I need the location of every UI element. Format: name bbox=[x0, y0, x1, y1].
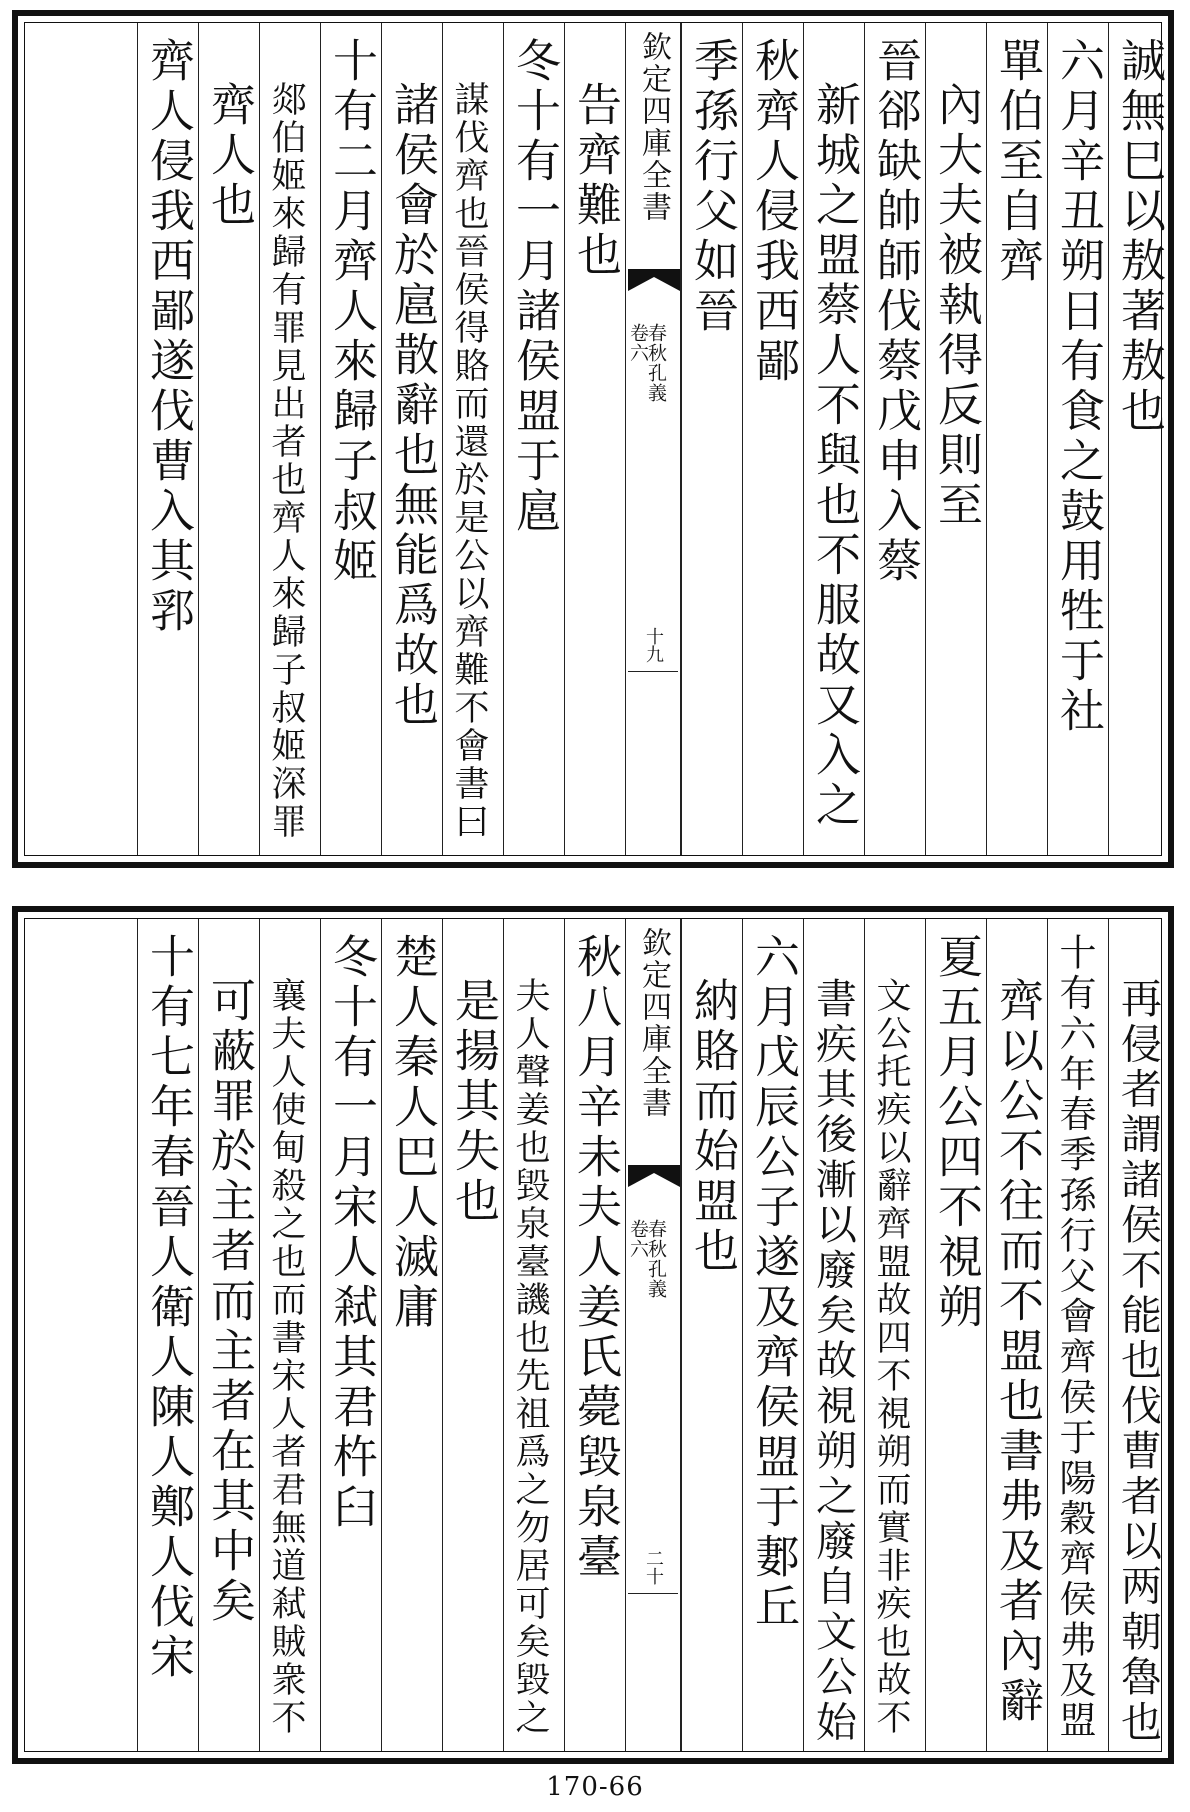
column-text: 再侵者謂諸侯不能也伐曹者以两朝魯也 bbox=[1114, 977, 1162, 1746]
text-column bbox=[1108, 919, 1169, 1751]
fish-tail-icon bbox=[628, 1165, 680, 1191]
column-text: 齊以公不往而不盟也書弗及者內辭 bbox=[991, 977, 1044, 1727]
text-column bbox=[803, 23, 864, 855]
column-text: 冬十有一月諸侯盟于扈 bbox=[508, 37, 561, 537]
column-text: 齊人也 bbox=[203, 81, 256, 231]
text-column bbox=[681, 23, 742, 855]
text-column bbox=[259, 919, 320, 1751]
column-text: 謀伐齊也晉侯得賂而還於是公以齊難不會書曰 bbox=[449, 81, 489, 841]
column-text: 內大夫被執得反則至 bbox=[930, 81, 983, 531]
column-text: 單伯至自齊 bbox=[991, 37, 1044, 287]
center-column bbox=[625, 919, 681, 1751]
text-column bbox=[864, 919, 925, 1751]
column-text: 諸侯會於扈散辭也無能爲故也 bbox=[386, 81, 439, 731]
text-column bbox=[986, 23, 1047, 855]
column-text: 六月辛丑朔日有食之鼓用牲于社 bbox=[1052, 37, 1105, 737]
text-column bbox=[198, 23, 259, 855]
column-text: 告齊難也 bbox=[569, 81, 622, 281]
page-number: 二十 bbox=[643, 1549, 664, 1585]
book-title: 春秋孔義 bbox=[645, 323, 667, 403]
column-text: 冬十有一月宋人弒其君杵臼 bbox=[325, 933, 378, 1533]
text-column bbox=[442, 919, 503, 1751]
text-column bbox=[1047, 919, 1108, 1751]
text-column bbox=[503, 919, 564, 1751]
column-text: 十有六年春季孫行父會齊侯于陽穀齊侯弗及盟 bbox=[1053, 933, 1096, 1741]
text-column bbox=[986, 919, 1047, 1751]
bottom-page bbox=[12, 906, 1174, 1764]
text-column bbox=[925, 23, 986, 855]
text-column bbox=[198, 919, 259, 1751]
header-title: 欽定四庫全書 bbox=[636, 927, 671, 1119]
text-column bbox=[137, 919, 198, 1751]
column-text: 十有七年春晉人衛人陳人鄭人伐宋 bbox=[142, 933, 195, 1683]
text-column bbox=[681, 919, 742, 1751]
text-column bbox=[259, 23, 320, 855]
column-text: 十有二月齊人來歸子叔姬 bbox=[325, 37, 378, 587]
column-text: 齊人侵我西鄙遂伐曹入其郛 bbox=[142, 37, 195, 637]
column-text: 襄夫人使甸殺之也而書宋人者君無道弒賊衆不 bbox=[266, 977, 306, 1737]
column-text: 夫人聲姜也毀泉臺譏也先祖爲之勿居可矣毀之 bbox=[510, 977, 550, 1737]
column-text: 新城之盟蔡人不與也不服故又入之 bbox=[808, 81, 861, 831]
text-column bbox=[320, 919, 381, 1751]
bottom-page-frame bbox=[24, 918, 1162, 1752]
top-page-frame bbox=[24, 22, 1166, 856]
text-column bbox=[1047, 23, 1108, 855]
scan-page-label: 170-66 bbox=[546, 1772, 644, 1802]
text-column bbox=[803, 919, 864, 1751]
column-text: 六月戊辰公子遂及齊侯盟于郪丘 bbox=[747, 933, 800, 1633]
column-text: 秋齊人侵我西鄙 bbox=[747, 37, 800, 387]
column-text: 夏五月公四不視朔 bbox=[930, 933, 983, 1333]
column-text: 書疾其後漸以廢矣故視朔之廢自文公始 bbox=[809, 977, 857, 1746]
top-page bbox=[12, 10, 1174, 868]
column-text: 誠無巳以敖著敖也 bbox=[1113, 37, 1166, 437]
text-column bbox=[564, 919, 625, 1751]
center-rule bbox=[628, 671, 678, 672]
text-column bbox=[503, 23, 564, 855]
column-text: 是揚其失也 bbox=[447, 977, 500, 1227]
book-title: 春秋孔義 bbox=[645, 1219, 667, 1299]
text-column bbox=[1108, 23, 1169, 855]
column-text: 可蔽罪於主者而主者在其中矣 bbox=[203, 977, 256, 1627]
text-column bbox=[137, 23, 198, 855]
volume-label: 卷六 bbox=[627, 1219, 649, 1259]
text-column bbox=[320, 23, 381, 855]
center-rule bbox=[628, 1593, 678, 1594]
column-text: 秋八月辛未夫人姜氏薨毀泉臺 bbox=[569, 933, 622, 1583]
text-column bbox=[381, 23, 442, 855]
text-column bbox=[564, 23, 625, 855]
column-text: 文公托疾以辭齊盟故四不視朔而實非疾也故不 bbox=[871, 977, 911, 1737]
header-title: 欽定四庫全書 bbox=[636, 31, 671, 223]
text-column bbox=[925, 919, 986, 1751]
center-column bbox=[625, 23, 681, 855]
text-column bbox=[742, 23, 803, 855]
page-number: 十九 bbox=[643, 627, 664, 663]
column-text: 楚人秦人巴人滅庸 bbox=[386, 933, 439, 1333]
column-text: 納賂而始盟也 bbox=[686, 977, 739, 1277]
volume-label: 卷六 bbox=[627, 323, 649, 363]
fish-tail-icon bbox=[628, 269, 680, 295]
column-text: 郯伯姬來歸有罪見出者也齊人來歸子叔姬深罪 bbox=[266, 81, 306, 841]
column-text: 晉郤缺帥師伐蔡戊申入蔡 bbox=[869, 37, 922, 587]
text-column bbox=[381, 919, 442, 1751]
text-column bbox=[742, 919, 803, 1751]
text-column bbox=[442, 23, 503, 855]
column-text: 季孫行父如晉 bbox=[686, 37, 739, 337]
text-column bbox=[864, 23, 925, 855]
